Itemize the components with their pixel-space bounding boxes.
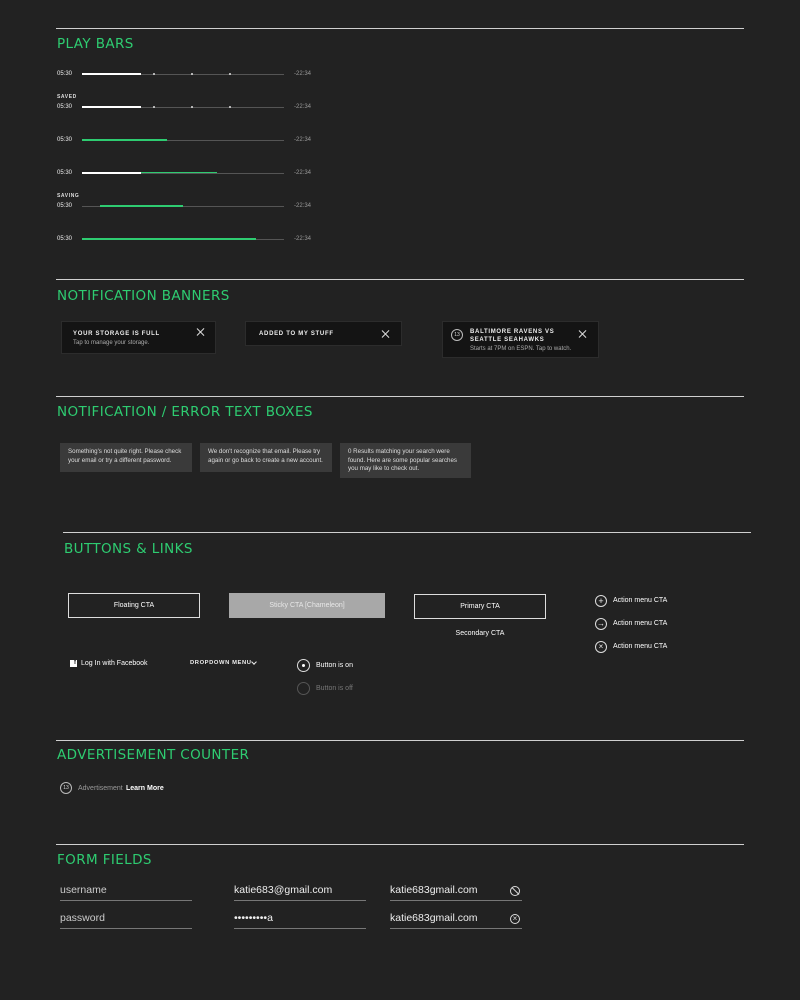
chapter-marker xyxy=(153,106,155,108)
section-title-play-bars: PLAY BARS xyxy=(57,36,134,52)
section-divider xyxy=(56,396,744,397)
email-field[interactable]: katie683@gmail.com xyxy=(234,884,366,901)
dropdown-menu[interactable] xyxy=(190,659,260,669)
learn-more-link[interactable]: Learn More xyxy=(126,785,164,792)
banner-subtitle: Starts at 7PM on ESPN. Tap to watch. xyxy=(470,346,572,352)
radio-label-on: Button is on xyxy=(316,662,353,669)
blocked-icon xyxy=(510,886,520,896)
chapter-marker xyxy=(153,73,155,75)
close-icon[interactable] xyxy=(381,329,391,339)
elapsed-time: 05:30 xyxy=(57,170,73,176)
error-text-box: 0 Results matching your search were found. Here are some popular searches you may like to check out. xyxy=(340,443,471,478)
added-to-my-stuff-banner[interactable] xyxy=(245,321,402,346)
arrow-right-icon[interactable]: → xyxy=(597,619,605,628)
email-value: katie683gmail.com xyxy=(390,884,478,896)
password-input[interactable]: •••••••••a xyxy=(234,912,366,929)
chevron-down-icon xyxy=(251,659,257,665)
progress-fill xyxy=(100,205,183,207)
section-title-banners: NOTIFICATION BANNERS xyxy=(57,288,230,304)
radio-button-off[interactable] xyxy=(297,682,310,695)
floating-cta-button[interactable]: Floating CTA xyxy=(68,593,200,618)
section-title-error-boxes: NOTIFICATION / ERROR TEXT BOXES xyxy=(57,404,313,420)
countdown-counter: 13 xyxy=(451,329,463,341)
clear-field-icon[interactable]: × xyxy=(510,914,520,924)
section-divider xyxy=(56,740,744,741)
progress-fill xyxy=(82,106,141,108)
remaining-time: -22:34 xyxy=(294,236,312,242)
play-bar-label: SAVED xyxy=(57,94,77,100)
close-icon[interactable] xyxy=(196,327,206,337)
section-title-form-fields: FORM FIELDS xyxy=(57,852,152,868)
radio-button-on[interactable] xyxy=(297,659,310,672)
banner-title: YOUR STORAGE IS FULL xyxy=(73,331,160,337)
elapsed-time: 05:30 xyxy=(57,203,73,209)
storage-full-banner[interactable] xyxy=(61,321,216,354)
error-text-box: Something's not quite right. Please check your email or try a different password. xyxy=(60,443,192,472)
remaining-time: -22:34 xyxy=(294,71,312,77)
section-divider xyxy=(56,279,744,280)
elapsed-time: 05:30 xyxy=(57,236,73,242)
banner-subtitle: Tap to manage your storage. xyxy=(73,340,150,346)
section-title-buttons: BUTTONS & LINKS xyxy=(64,541,193,557)
error-text-box: We don't recognize that email. Please try again or go back to create a new account. xyxy=(200,443,332,472)
radio-label-off: Button is off xyxy=(316,685,353,692)
action-menu-cta[interactable]: Action menu CTA xyxy=(613,643,668,650)
progress-fill xyxy=(82,238,256,240)
ad-label: Advertisement xyxy=(78,785,123,792)
close-icon[interactable] xyxy=(578,329,588,339)
game-start-banner[interactable] xyxy=(442,321,599,358)
section-title-ad-counter: ADVERTISEMENT COUNTER xyxy=(57,747,250,763)
dropdown-label: DROPDOWN MENU xyxy=(190,660,252,666)
progress-fill xyxy=(82,73,141,75)
remaining-time: -22:34 xyxy=(294,104,312,110)
play-bar-label: SAVING xyxy=(57,193,80,199)
section-divider xyxy=(56,844,744,845)
close-circle-icon[interactable]: × xyxy=(595,641,607,653)
remaining-time: -22:34 xyxy=(294,137,312,143)
elapsed-time: 05:30 xyxy=(57,104,73,110)
action-menu-cta[interactable]: Action menu CTA xyxy=(613,620,668,627)
ad-countdown-counter: 13 xyxy=(60,782,72,794)
sticky-cta-button[interactable]: Sticky CTA [Chameleon] xyxy=(229,593,385,618)
banner-title-line2: SEATTLE SEAHAWKS xyxy=(470,337,545,343)
progress-fill xyxy=(82,172,141,174)
banner-title-line1: BALTIMORE RAVENS VS xyxy=(470,329,555,335)
banner-title: ADDED TO MY STUFF xyxy=(259,331,334,337)
remaining-time: -22:34 xyxy=(294,203,312,209)
facebook-login-link[interactable]: Log In with Facebook xyxy=(81,660,148,667)
primary-cta-button[interactable]: Primary CTA xyxy=(414,594,546,619)
elapsed-time: 05:30 xyxy=(57,71,73,77)
plus-icon[interactable]: + xyxy=(595,595,607,607)
section-divider xyxy=(56,28,744,29)
email-value: katie683gmail.com xyxy=(390,912,478,924)
action-menu-cta[interactable]: Action menu CTA xyxy=(613,597,668,604)
section-divider xyxy=(63,532,751,533)
facebook-icon: f xyxy=(70,660,77,667)
password-field[interactable]: password xyxy=(60,912,192,929)
email-field-invalid[interactable] xyxy=(390,884,522,901)
secondary-cta-link[interactable]: Secondary CTA xyxy=(455,630,505,637)
elapsed-time: 05:30 xyxy=(57,137,73,143)
username-field[interactable]: username xyxy=(60,884,192,901)
remaining-time: -22:34 xyxy=(294,170,312,176)
progress-fill xyxy=(82,139,167,141)
email-field-error[interactable] xyxy=(390,912,522,929)
